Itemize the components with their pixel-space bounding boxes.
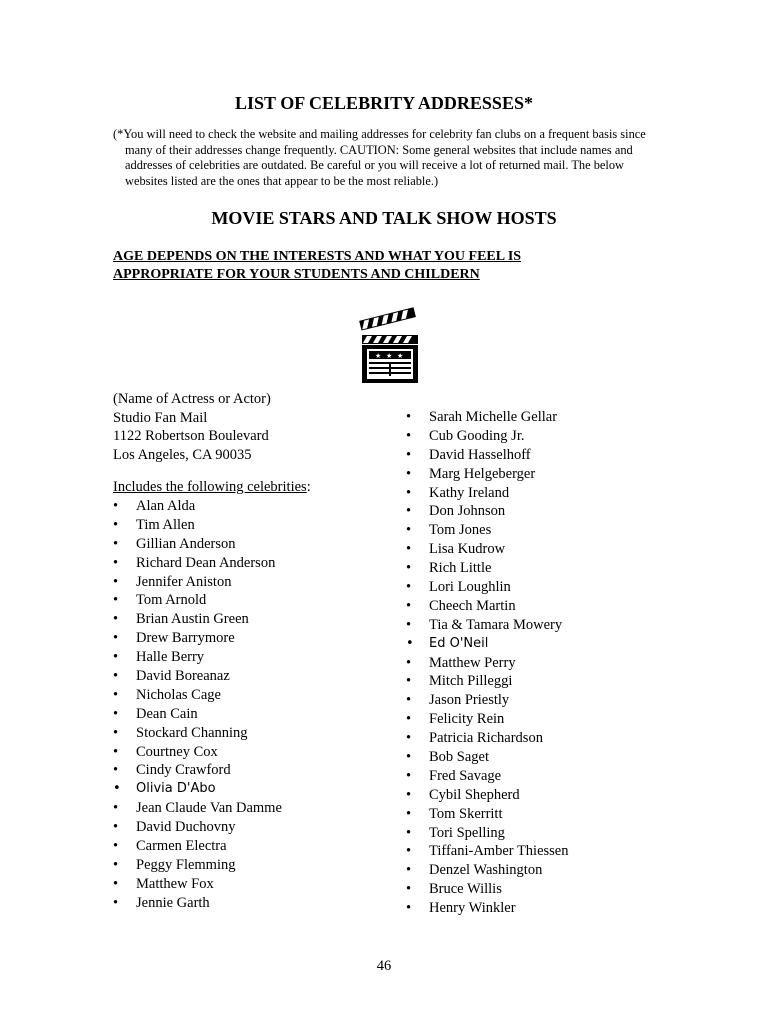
celebrity-list-item: • Jennie Garth (113, 894, 282, 913)
celebrity-list-item: • Patricia Richardson (406, 729, 569, 748)
celebrity-list-item: • Don Johnson (406, 502, 569, 521)
celebrity-list-item: • Fred Savage (406, 767, 569, 786)
celebrity-list-item: • David Duchovny (113, 818, 282, 837)
celebrity-list-item: • Cheech Martin (406, 597, 569, 616)
celebrity-list-right (406, 408, 569, 918)
celebrity-list-item: • Bruce Willis (406, 880, 569, 899)
celebrity-list-item: • Matthew Perry (406, 654, 569, 673)
celebrity-list-item: • Jennifer Aniston (113, 573, 282, 592)
note-line: (*You will need to check the website and mailing addresses for celebrity fan clubs on a frequent basis since (113, 127, 646, 141)
celebrity-list-item: • Mitch Pilleggi (406, 672, 569, 691)
celebrity-list-item: • Rich Little (406, 559, 569, 578)
celebrity-list-item: • Carmen Electra (113, 837, 282, 856)
celebrity-list-item: • Lisa Kudrow (406, 540, 569, 559)
celebrity-list-item: • Jean Claude Van Damme (113, 799, 282, 818)
celebrity-list-item: • Jason Priestly (406, 691, 569, 710)
svg-text:★: ★ (386, 352, 393, 360)
celebrity-list-item: • Nicholas Cage (113, 686, 282, 705)
note-line: many of their addresses change frequently. CAUTION: Some general websites that include names and (125, 142, 633, 157)
mailing-address (113, 390, 271, 464)
age-notice-line: APPROPRIATE FOR YOUR STUDENTS AND CHILDERN (113, 267, 480, 282)
celebrity-list-item: • Tom Jones (406, 521, 569, 540)
page-title: LIST OF CELEBRITY ADDRESSES* (235, 93, 533, 113)
celebrity-list-item: • Bob Saget (406, 748, 569, 767)
svg-text:★: ★ (397, 352, 404, 360)
includes-heading (113, 479, 311, 496)
includes-colon: : (306, 479, 311, 495)
note-line: websites listed are the ones that appear to be the most reliable.) (125, 173, 439, 188)
celebrity-list-item: • Tori Spelling (406, 824, 569, 843)
address-line: Los Angeles, CA 90035 (113, 446, 252, 463)
age-notice-line: AGE DEPENDS ON THE INTERESTS AND WHAT YOU FEEL IS (113, 249, 522, 264)
celebrity-list-item: • Cindy Crawford (113, 761, 282, 780)
note-line: addresses of celebrities are outdated. Be careful or you will receive a lot of returned mail. The below (125, 158, 624, 172)
celebrity-list-item: • Henry Winkler (406, 899, 569, 918)
celebrity-list-item: • Drew Barrymore (113, 629, 282, 648)
address-line: (Name of Actress or Actor) (113, 391, 271, 407)
celebrity-list-item: • Alan Alda (113, 497, 282, 516)
includes-label: Includes the following celebrities (113, 479, 307, 495)
celebrity-list-item: • Ed O'Neil (406, 635, 569, 654)
celebrity-list-item: • Brian Austin Green (113, 610, 282, 629)
page-number: 46 (376, 958, 392, 974)
celebrity-list-item: • Kathy Ireland (406, 484, 569, 503)
celebrity-list-item: • Cybil Shepherd (406, 786, 569, 805)
celebrity-list-item: • Halle Berry (113, 648, 282, 667)
celebrity-list-item: • Courtney Cox (113, 743, 282, 762)
celebrity-list-left (113, 497, 282, 913)
celebrity-list-item: • David Boreanaz (113, 667, 282, 686)
celebrity-list-item: • Cub Gooding Jr. (406, 427, 569, 446)
celebrity-list-item: • Lori Loughlin (406, 578, 569, 597)
celebrity-list-item: • Marg Helgeberger (406, 465, 569, 484)
celebrity-list-item: • Tiffani-Amber Thiessen (406, 842, 569, 861)
svg-text:★: ★ (375, 352, 382, 360)
celebrity-list-item: • Dean Cain (113, 705, 282, 724)
celebrity-list-item: • Stockard Channing (113, 724, 282, 743)
celebrity-list-item: • Tom Arnold (113, 591, 282, 610)
address-line: 1122 Robertson Boulevard (113, 428, 269, 444)
caution-note (113, 127, 653, 189)
clapperboard-icon (358, 306, 422, 386)
celebrity-list-item: • Sarah Michelle Gellar (406, 408, 569, 427)
celebrity-list-item: • Peggy Flemming (113, 856, 282, 875)
celebrity-list-item: • Olivia D'Abo (113, 780, 282, 799)
celebrity-list-item: • Denzel Washington (406, 861, 569, 880)
celebrity-list-item: • Richard Dean Anderson (113, 554, 282, 573)
celebrity-list-item: • David Hasselhoff (406, 446, 569, 465)
celebrity-list-item: • Felicity Rein (406, 710, 569, 729)
celebrity-list-item: • Tim Allen (113, 516, 282, 535)
celebrity-list-item: • Tom Skerritt (406, 805, 569, 824)
section-heading: MOVIE STARS AND TALK SHOW HOSTS (211, 208, 557, 228)
celebrity-list-item: • Gillian Anderson (113, 535, 282, 554)
celebrity-list-item: • Tia & Tamara Mowery (406, 616, 569, 635)
age-notice (113, 248, 521, 284)
address-line: Studio Fan Mail (113, 409, 208, 426)
celebrity-list-item: • Matthew Fox (113, 875, 282, 894)
